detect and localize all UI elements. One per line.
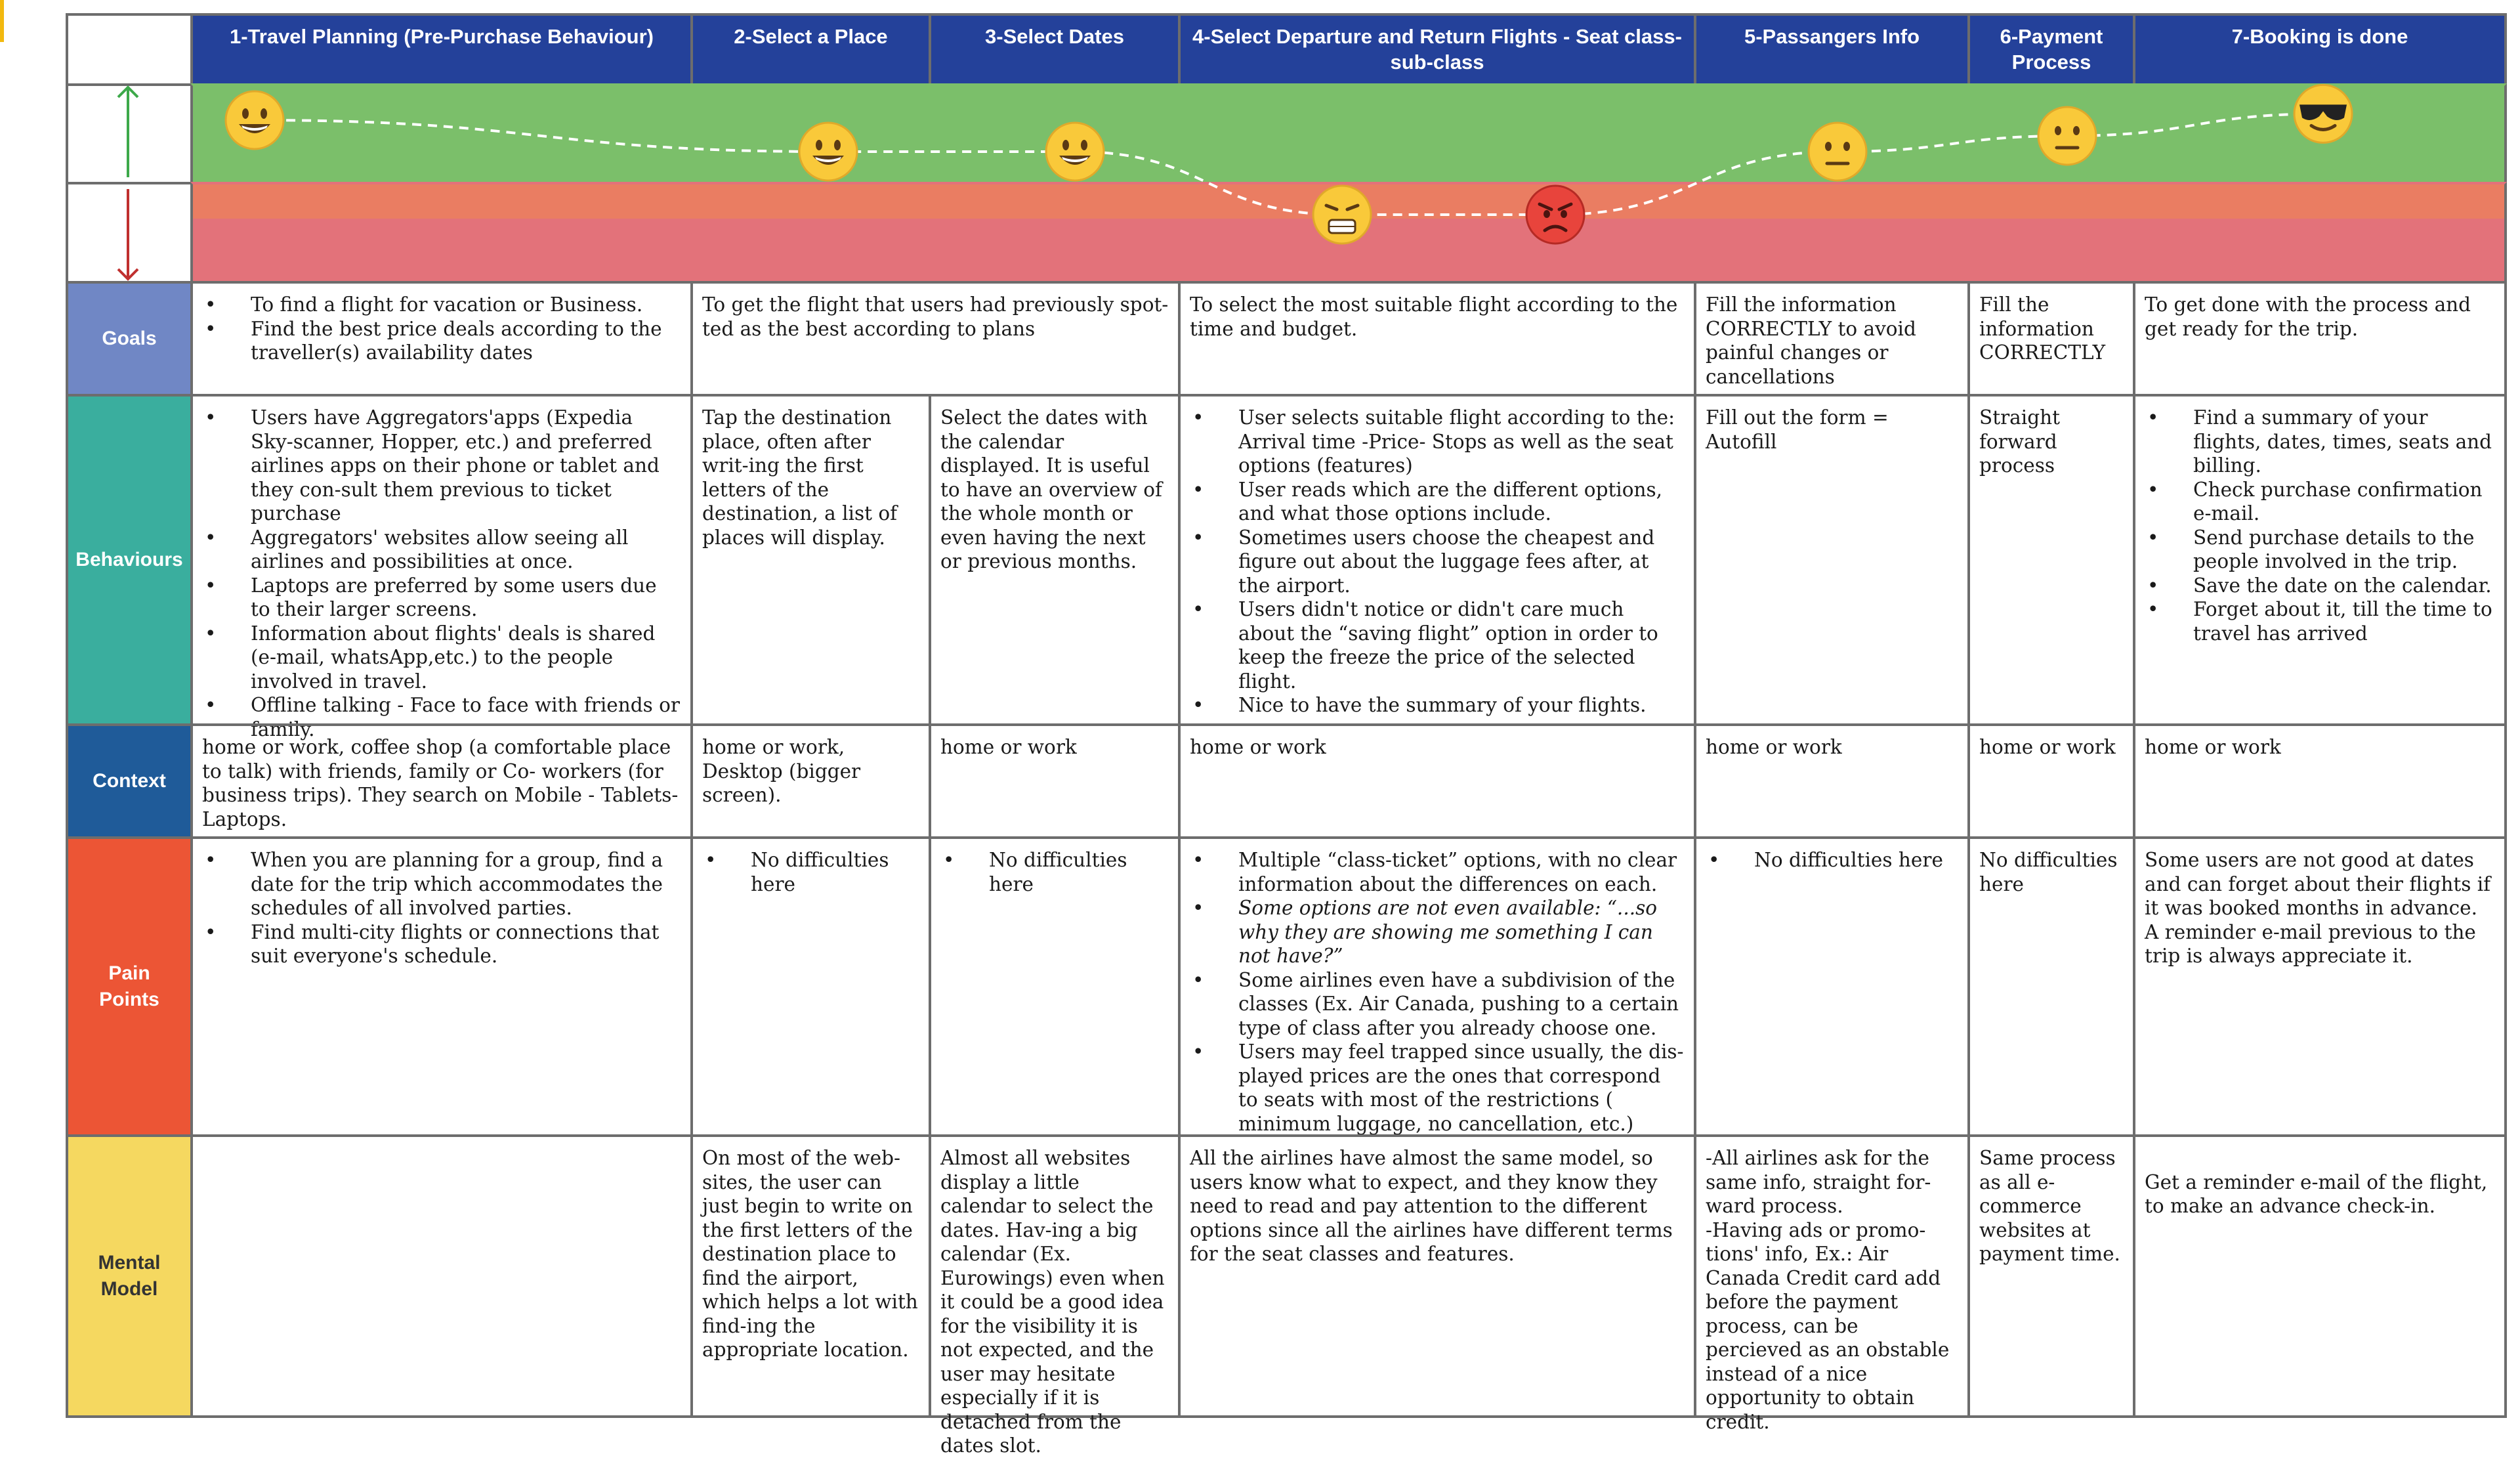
- behaviours-cell-7: [2133, 394, 2507, 726]
- bullet-item: • When you are planning for a group, find a date for the trip which accommodates the schedules of all involved parties.: [202, 848, 681, 920]
- row-label-text: Context: [93, 770, 166, 792]
- emotion-point-angry-icon: [1526, 186, 1584, 244]
- bullet-item: • No difficulties here: [940, 848, 1169, 896]
- stage-label: 1-Travel Planning (Pre-Purchase Behaviour): [229, 25, 654, 48]
- context-cell-7: home or work: [2133, 723, 2507, 839]
- behaviours-cell-4: [1178, 394, 1696, 726]
- mental-model-cell-2: On most of the web-sites, the user can just begin to write on the first letters of the destination place to find the airport, which helps a lot with find-ing the appropriate location.: [690, 1134, 931, 1418]
- row-label-pain-points: [66, 836, 193, 1137]
- behaviours-cell-5: Fill out the form = Autofill: [1694, 394, 1970, 726]
- bullet-item: • Some options are not even available: “...so why they are showing me something I can not have?”: [1190, 896, 1685, 968]
- emotion-journey-line: [255, 114, 2323, 215]
- bullet-item: • Multiple “class-ticket” options, with no clear information about the differences on each.: [1190, 848, 1685, 896]
- mental-model-cell-6: Same process as all e-commerce websites at payment time.: [1967, 1134, 2135, 1418]
- mental-model-cell-1: [190, 1134, 693, 1418]
- bullet-list: [1190, 848, 1685, 1136]
- bullet-item: • Find the best price deals according to the traveller(s) availability dates: [202, 317, 681, 365]
- bullet-item: • Users may feel trapped since usually, the dis-played prices are the ones that correspond to seats with most of the restrictions ( minimum luggage, no cancellation, etc.): [1190, 1040, 1685, 1136]
- context-cell-5: home or work: [1694, 723, 1970, 839]
- bullet-item: • User selects suitable flight according to the: Arrival time -Price- Stops as well as the seat options (features): [1190, 406, 1685, 478]
- stage-label: 4-Select Departure and Return Flights - Seat class- sub-class: [1192, 25, 1682, 74]
- row-label-text: Pain Points: [99, 962, 159, 1010]
- emotion-point-neutral-icon: [2038, 107, 2096, 165]
- bullet-list: [1190, 406, 1685, 718]
- context-cell-4: home or work: [1178, 723, 1696, 839]
- bullet-item: • Sometimes users choose the cheapest and figure out about the luggage fees after, at the airport.: [1190, 526, 1685, 598]
- pain-points-cell-3: [929, 836, 1181, 1137]
- mental-model-cell-5: -All airlines ask for the same info, straight for-ward process. -Having ads or promo-tions' info, Ex.: Air Canada Credit card add before the payment process, can be percieved as an obstable instead of a nice opportunity to obtain credit.: [1694, 1134, 1970, 1418]
- emotion-point-smile-icon: [226, 91, 284, 149]
- goals-cell-3: To select the most suitable flight according to the time and budget.: [1178, 281, 1696, 397]
- bullet-item: • Send purchase details to the people involved in the trip.: [2145, 526, 2495, 574]
- context-cell-6: home or work: [1967, 723, 2135, 839]
- bullet-list: [202, 293, 681, 365]
- stage-label: 5-Passangers Info: [1744, 25, 1920, 48]
- bullet-list: [202, 406, 681, 741]
- bullet-item: • Aggregators' websites allow seeing all airlines and possibilities at once.: [202, 526, 681, 574]
- row-label-context: [66, 723, 193, 839]
- goals-cell-4: Fill the information CORRECTLY to avoid painful changes or cancellations: [1694, 281, 1970, 397]
- bullet-item: • No difficulties here: [1706, 848, 1958, 872]
- mental-model-cell-3: Almost all websites display a little calendar to select the dates. Hav-ing a big calendar (Ex. Eurowings) even when it could be a good idea for the visibility it is not expected, and the user may hesitate especially if it is detached from the dates slot.: [929, 1134, 1181, 1418]
- row-label-text: Behaviours: [75, 549, 183, 570]
- behaviours-cell-1: [190, 394, 693, 740]
- bullet-item: • No difficulties here: [702, 848, 919, 896]
- emotion-point-frustrated-icon: [1313, 186, 1371, 244]
- bullet-item: • To find a flight for vacation or Business.: [202, 293, 681, 317]
- bullet-item: • Check purchase confirmation e-mail.: [2145, 478, 2495, 526]
- goals-cell-5: Fill the information CORRECTLY: [1967, 281, 2135, 397]
- emotion-point-smile-icon: [1046, 123, 1104, 181]
- bullet-item: • Some airlines even have a subdivision of the classes (Ex. Air Canada, pushing to a certain type of class after you already choose one.: [1190, 968, 1685, 1040]
- pain-points-cell-4: [1178, 836, 1696, 1137]
- row-label-behaviours: [66, 394, 193, 726]
- pain-points-cell-2: [690, 836, 931, 1137]
- behaviours-cell-3: Select the dates with the calendar displayed. It is useful to have an overview of the whole month or even having the next or previous months.: [929, 394, 1181, 726]
- goals-cell-6: To get done with the process and get ready for the trip.: [2133, 281, 2507, 397]
- row-label-text: Mental Model: [98, 1252, 161, 1300]
- row-label-mental-model: [66, 1134, 193, 1418]
- pain-points-cell-1: [190, 836, 693, 1137]
- emotion-point-neutral-icon: [1809, 123, 1866, 181]
- bullet-item: • Find a summary of your flights, dates, times, seats and billing.: [2145, 406, 2495, 478]
- context-cell-1: home or work, coffee shop (a comfortable place to talk) with friends, family or Co- workers (for business trips). They search on Mobile - Tablets- Laptops.: [190, 723, 693, 839]
- bullet-item: • User reads which are the different options, and what those options include.: [1190, 478, 1685, 526]
- bullet-item: • Information about flights' deals is shared (e-mail, whatsApp,etc.) to the people involved in travel.: [202, 622, 681, 694]
- bullet-item: • Find multi-city flights or connections that suit everyone's schedule.: [202, 920, 681, 968]
- bullet-list: [1706, 848, 1958, 872]
- stage-label: 7-Booking is done: [2231, 25, 2408, 48]
- mental-model-cell-4: All the airlines have almost the same model, so users know what to expect, and they know they need to read and pay attention to the different options since all the airlines have different terms for the seat classes and features.: [1178, 1134, 1696, 1418]
- row-label-goals: [66, 281, 193, 397]
- bullet-item: • Forget about it, till the time to travel has arrived: [2145, 597, 2495, 645]
- bullet-item: • Laptops are preferred by some users due to their larger screens.: [202, 574, 681, 622]
- pain-points-cell-5: [1694, 836, 1970, 1137]
- row-label-text: Goals: [102, 328, 157, 349]
- pain-points-cell-7: Some users are not good at dates and can forget about their flights if it was booked months in advance. A reminder e-mail previous to the trip is always appreciate it.: [2133, 836, 2507, 1137]
- bullet-item: • Users didn't notice or didn't care much about the “saving flight” option in order to keep the freeze the price of the selected flight.: [1190, 597, 1685, 693]
- goals-cell-2: To get the flight that users had previously spot-ted as the best according to plans: [690, 281, 1181, 397]
- behaviours-cell-2: Tap the destination place, often after writ-ing the first letters of the destination, a list of places will display.: [690, 394, 931, 726]
- stage-label: 2-Select a Place: [734, 25, 888, 48]
- bullet-list: [2145, 406, 2495, 645]
- stage-label: 6-Payment Process: [2000, 25, 2103, 74]
- emotion-point-sunglasses-icon: [2294, 85, 2352, 142]
- goals-cell-1: [190, 281, 693, 397]
- emotion-point-smile-icon: [799, 123, 857, 181]
- stage-label: 3-Select Dates: [985, 25, 1124, 48]
- bullet-item: • Nice to have the summary of your flights.: [1190, 693, 1685, 718]
- bullet-list: [940, 848, 1169, 896]
- pain-points-cell-6: No difficulties here: [1967, 836, 2135, 1137]
- context-cell-3: home or work: [929, 723, 1181, 839]
- bullet-list: [202, 848, 681, 968]
- bullet-list: [702, 848, 919, 896]
- bullet-item: • Users have Aggregators'apps (Expedia Sky-scanner, Hopper, etc.) and preferred airlines apps on their phone or tablet and they con-sult them previous to ticket purchase: [202, 406, 681, 526]
- bullet-item: • Offline talking - Face to face with friends or family.: [202, 693, 681, 741]
- behaviours-cell-6: Straight forward process: [1967, 394, 2135, 726]
- context-cell-2: home or work, Desktop (bigger screen).: [690, 723, 931, 839]
- mental-model-cell-7: Get a reminder e-mail of the flight, to make an advance check-in.: [2133, 1134, 2507, 1418]
- bullet-item: • Save the date on the calendar.: [2145, 574, 2495, 598]
